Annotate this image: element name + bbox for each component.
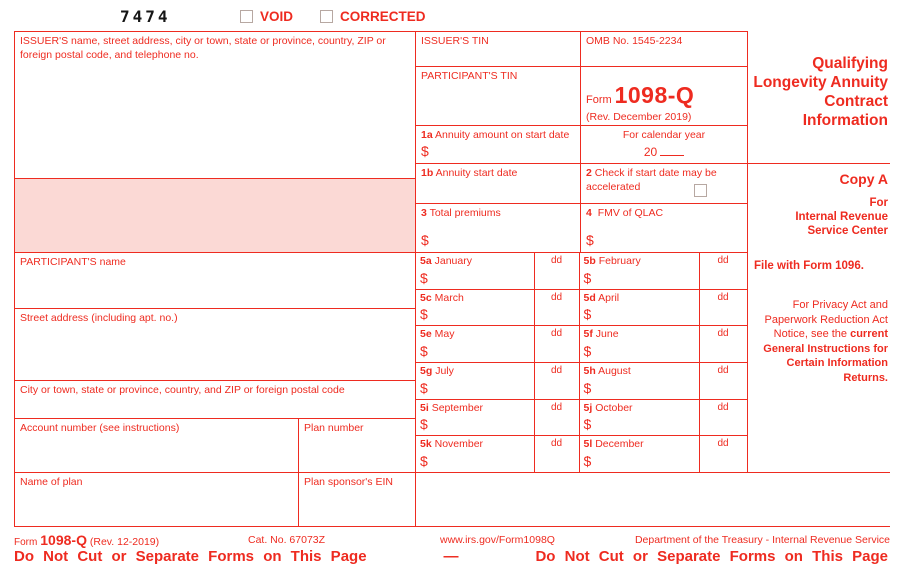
copy-destination [754, 196, 888, 238]
participant-name-label: PARTICIPANT'S name [20, 256, 126, 268]
account-number-label: Account number (see instructions) [20, 422, 180, 434]
copy-a-panel [747, 163, 890, 472]
box-2-num: 2 [586, 167, 592, 179]
name-of-plan-field[interactable] [14, 472, 298, 527]
month-dd-field-5b[interactable]: dd [700, 253, 747, 290]
month-name: December [595, 438, 644, 451]
box-1b-field[interactable] [415, 163, 580, 203]
month-dollar: $ [583, 269, 592, 286]
month-dd-field-5h[interactable]: dd [700, 363, 747, 400]
month-dollar: $ [583, 416, 592, 433]
form-title-line: Longevity Annuity [753, 74, 888, 91]
month-dd-field-5c[interactable]: dd [535, 290, 580, 327]
plan-number-label: Plan number [304, 422, 364, 434]
month-field-5h[interactable] [580, 363, 700, 400]
month-name: July [435, 364, 454, 377]
month-dollar: $ [420, 379, 428, 396]
month-field-5i[interactable] [416, 400, 535, 437]
box-1b-label: Annuity start date [435, 167, 518, 179]
month-dd-field-5j[interactable]: dd [700, 400, 747, 437]
month-dollar: $ [420, 269, 428, 286]
month-dd-field-5a[interactable]: dd [535, 253, 580, 290]
participant-tin-field[interactable] [415, 66, 580, 125]
box-4-field[interactable] [580, 203, 747, 252]
do-not-cut-dash: — [443, 548, 459, 565]
form-title-line: Contract [824, 93, 888, 110]
irs-website-link[interactable]: www.irs.gov/Form1098Q [440, 534, 555, 546]
month-num: 5j [583, 401, 593, 414]
box-2-label: Check if start date may be accelerated [586, 167, 717, 193]
month-dollar: $ [420, 416, 428, 433]
privacy-notice-bold: current General Instructions for Certain Information Returns. [763, 328, 888, 384]
file-with-label: File with Form 1096. [754, 260, 864, 272]
box-1a-dollar: $ [421, 142, 429, 159]
month-dd-field-5g[interactable]: dd [535, 363, 580, 400]
month-dd-field-5d[interactable]: dd [700, 290, 747, 327]
name-of-plan-label: Name of plan [20, 476, 83, 488]
month-num: 5h [583, 364, 596, 377]
form-number-box [580, 66, 747, 125]
box-1a-num: 1a [421, 129, 433, 141]
calendar-year-label: For calendar year [622, 129, 706, 141]
month-field-5l[interactable] [580, 436, 700, 473]
month-dollar: $ [583, 306, 592, 323]
form-title-line: Qualifying [812, 55, 888, 72]
month-field-5d[interactable] [580, 290, 700, 327]
month-num: 5e [420, 328, 432, 341]
month-field-5f[interactable] [580, 326, 700, 363]
footer-revision: (Rev. 12-2019) [89, 536, 160, 548]
box-3-label: Total premiums [429, 207, 501, 219]
form-number: 1098-Q [614, 82, 695, 108]
bottom-open-box [415, 472, 890, 527]
box-2-checkbox[interactable] [694, 184, 707, 197]
month-field-5c[interactable] [416, 290, 535, 327]
issuer-tin-label: ISSUER'S TIN [421, 35, 489, 47]
month-num: 5d [583, 291, 596, 304]
month-dollar: $ [583, 342, 592, 359]
form-word: Form [586, 94, 612, 106]
month-num: 5l [583, 438, 593, 451]
shaded-box [14, 178, 415, 252]
month-field-5j[interactable] [580, 400, 700, 437]
catalog-number: Cat. No. 67073Z [248, 534, 326, 546]
void-label: VOID [260, 9, 294, 24]
month-name: January [434, 255, 472, 267]
month-field-5g[interactable] [416, 363, 535, 400]
month-dollar: $ [420, 306, 428, 323]
month-num: 5c [420, 291, 432, 304]
account-number-field[interactable] [14, 418, 298, 472]
month-name: May [434, 328, 455, 341]
month-name: August [598, 364, 631, 377]
month-name: September [431, 401, 484, 414]
month-num: 5k [420, 438, 432, 451]
box-4-label: FMV of QLAC [597, 207, 664, 219]
corrected-checkbox[interactable] [320, 10, 333, 23]
issuer-info-label: ISSUER'S name, street address, city or town, state or province, country, ZIP or foreign postal code, and telephone no. [20, 35, 386, 61]
box-3-dollar: $ [421, 231, 429, 248]
participant-name-field[interactable] [14, 252, 415, 308]
month-field-5e[interactable] [416, 326, 535, 363]
do-not-cut-text: Do Not Cut or Separate Forms on This Page [535, 548, 888, 565]
calendar-year-box [580, 125, 747, 163]
month-field-5a[interactable] [416, 253, 535, 290]
form-revision: (Rev. December 2019) [586, 110, 692, 123]
omb-number-label: OMB No. 1545-2234 [586, 35, 683, 47]
month-num: 5b [583, 255, 596, 267]
void-group [240, 9, 293, 24]
copy-destination-line: For [869, 197, 888, 209]
box-4-num: 4 [586, 207, 592, 219]
footer-form-number: 1098-Q [40, 532, 87, 548]
city-label: City or town, state or province, country, and ZIP or foreign postal code [20, 384, 345, 396]
footer-form-word: Form [14, 537, 38, 548]
month-name: October [595, 401, 633, 414]
month-field-5k[interactable] [416, 436, 535, 473]
month-name: March [434, 291, 464, 304]
month-dollar: $ [583, 452, 592, 469]
month-name: April [598, 291, 620, 304]
month-dd-field-5l[interactable]: dd [717, 438, 729, 450]
calendar-year-prefix: 20 [643, 144, 658, 159]
plan-sponsor-ein-field[interactable] [298, 472, 415, 527]
copy-destination-line: Service Center [807, 225, 888, 237]
month-field-5b[interactable] [580, 253, 700, 290]
street-address-label: Street address (including apt. no.) [20, 312, 178, 324]
month-num: 5a [420, 255, 432, 267]
month-num: 5i [420, 401, 429, 414]
privacy-notice [754, 298, 888, 385]
form-print-code: 7474 [120, 7, 171, 26]
copy-a-label: Copy A [839, 171, 888, 187]
month-name: November [434, 438, 484, 451]
form-title-line: Information [802, 112, 888, 129]
month-num: 5f [583, 328, 593, 341]
monthly-payments-grid [415, 252, 747, 472]
footer-line [0, 532, 897, 547]
box-3-field[interactable] [415, 203, 580, 252]
do-not-cut-text: Do Not Cut or Separate Forms on This Page [14, 548, 367, 565]
month-dollar: $ [583, 379, 592, 396]
street-address-field[interactable] [14, 308, 415, 380]
box-3-num: 3 [421, 207, 427, 219]
participant-tin-label: PARTICIPANT'S TIN [421, 70, 518, 82]
month-num: 5g [420, 364, 433, 377]
calendar-year-blank[interactable] [660, 144, 684, 156]
issuer-info-field[interactable] [14, 31, 415, 178]
month-name: February [598, 255, 641, 267]
form-title [747, 31, 890, 163]
void-checkbox[interactable] [240, 10, 253, 23]
omb-number-box [580, 31, 747, 66]
month-dd-field-5i[interactable]: dd [535, 400, 580, 437]
plan-sponsor-ein-label: Plan sponsor's EIN [304, 476, 393, 488]
do-not-cut-banner [14, 548, 888, 565]
plan-number-field[interactable] [298, 418, 415, 472]
city-field[interactable] [14, 380, 415, 418]
month-dd-field-5k[interactable]: dd [535, 436, 580, 473]
corrected-group [320, 9, 426, 24]
month-dd-field-5e[interactable]: dd [535, 326, 580, 363]
month-name: June [595, 328, 619, 341]
privacy-notice-regular: For Privacy Act and Paperwork Reduction Act Notice, see the [764, 299, 888, 340]
month-dd-field-5f[interactable]: dd [700, 326, 747, 363]
month-dollar: $ [420, 452, 428, 469]
box-1a-label: Annuity amount on start date [435, 129, 570, 141]
box-4-dollar: $ [586, 231, 594, 248]
box-1a-field[interactable] [415, 125, 580, 163]
month-dollar: $ [420, 342, 428, 359]
corrected-label: CORRECTED [340, 9, 426, 24]
department-label: Department of the Treasury - Internal Revenue Service [634, 534, 890, 546]
issuer-tin-field[interactable] [415, 31, 580, 66]
box-2-field [580, 163, 747, 203]
box-1b-num: 1b [421, 167, 434, 179]
copy-destination-line: Internal Revenue [795, 211, 888, 223]
